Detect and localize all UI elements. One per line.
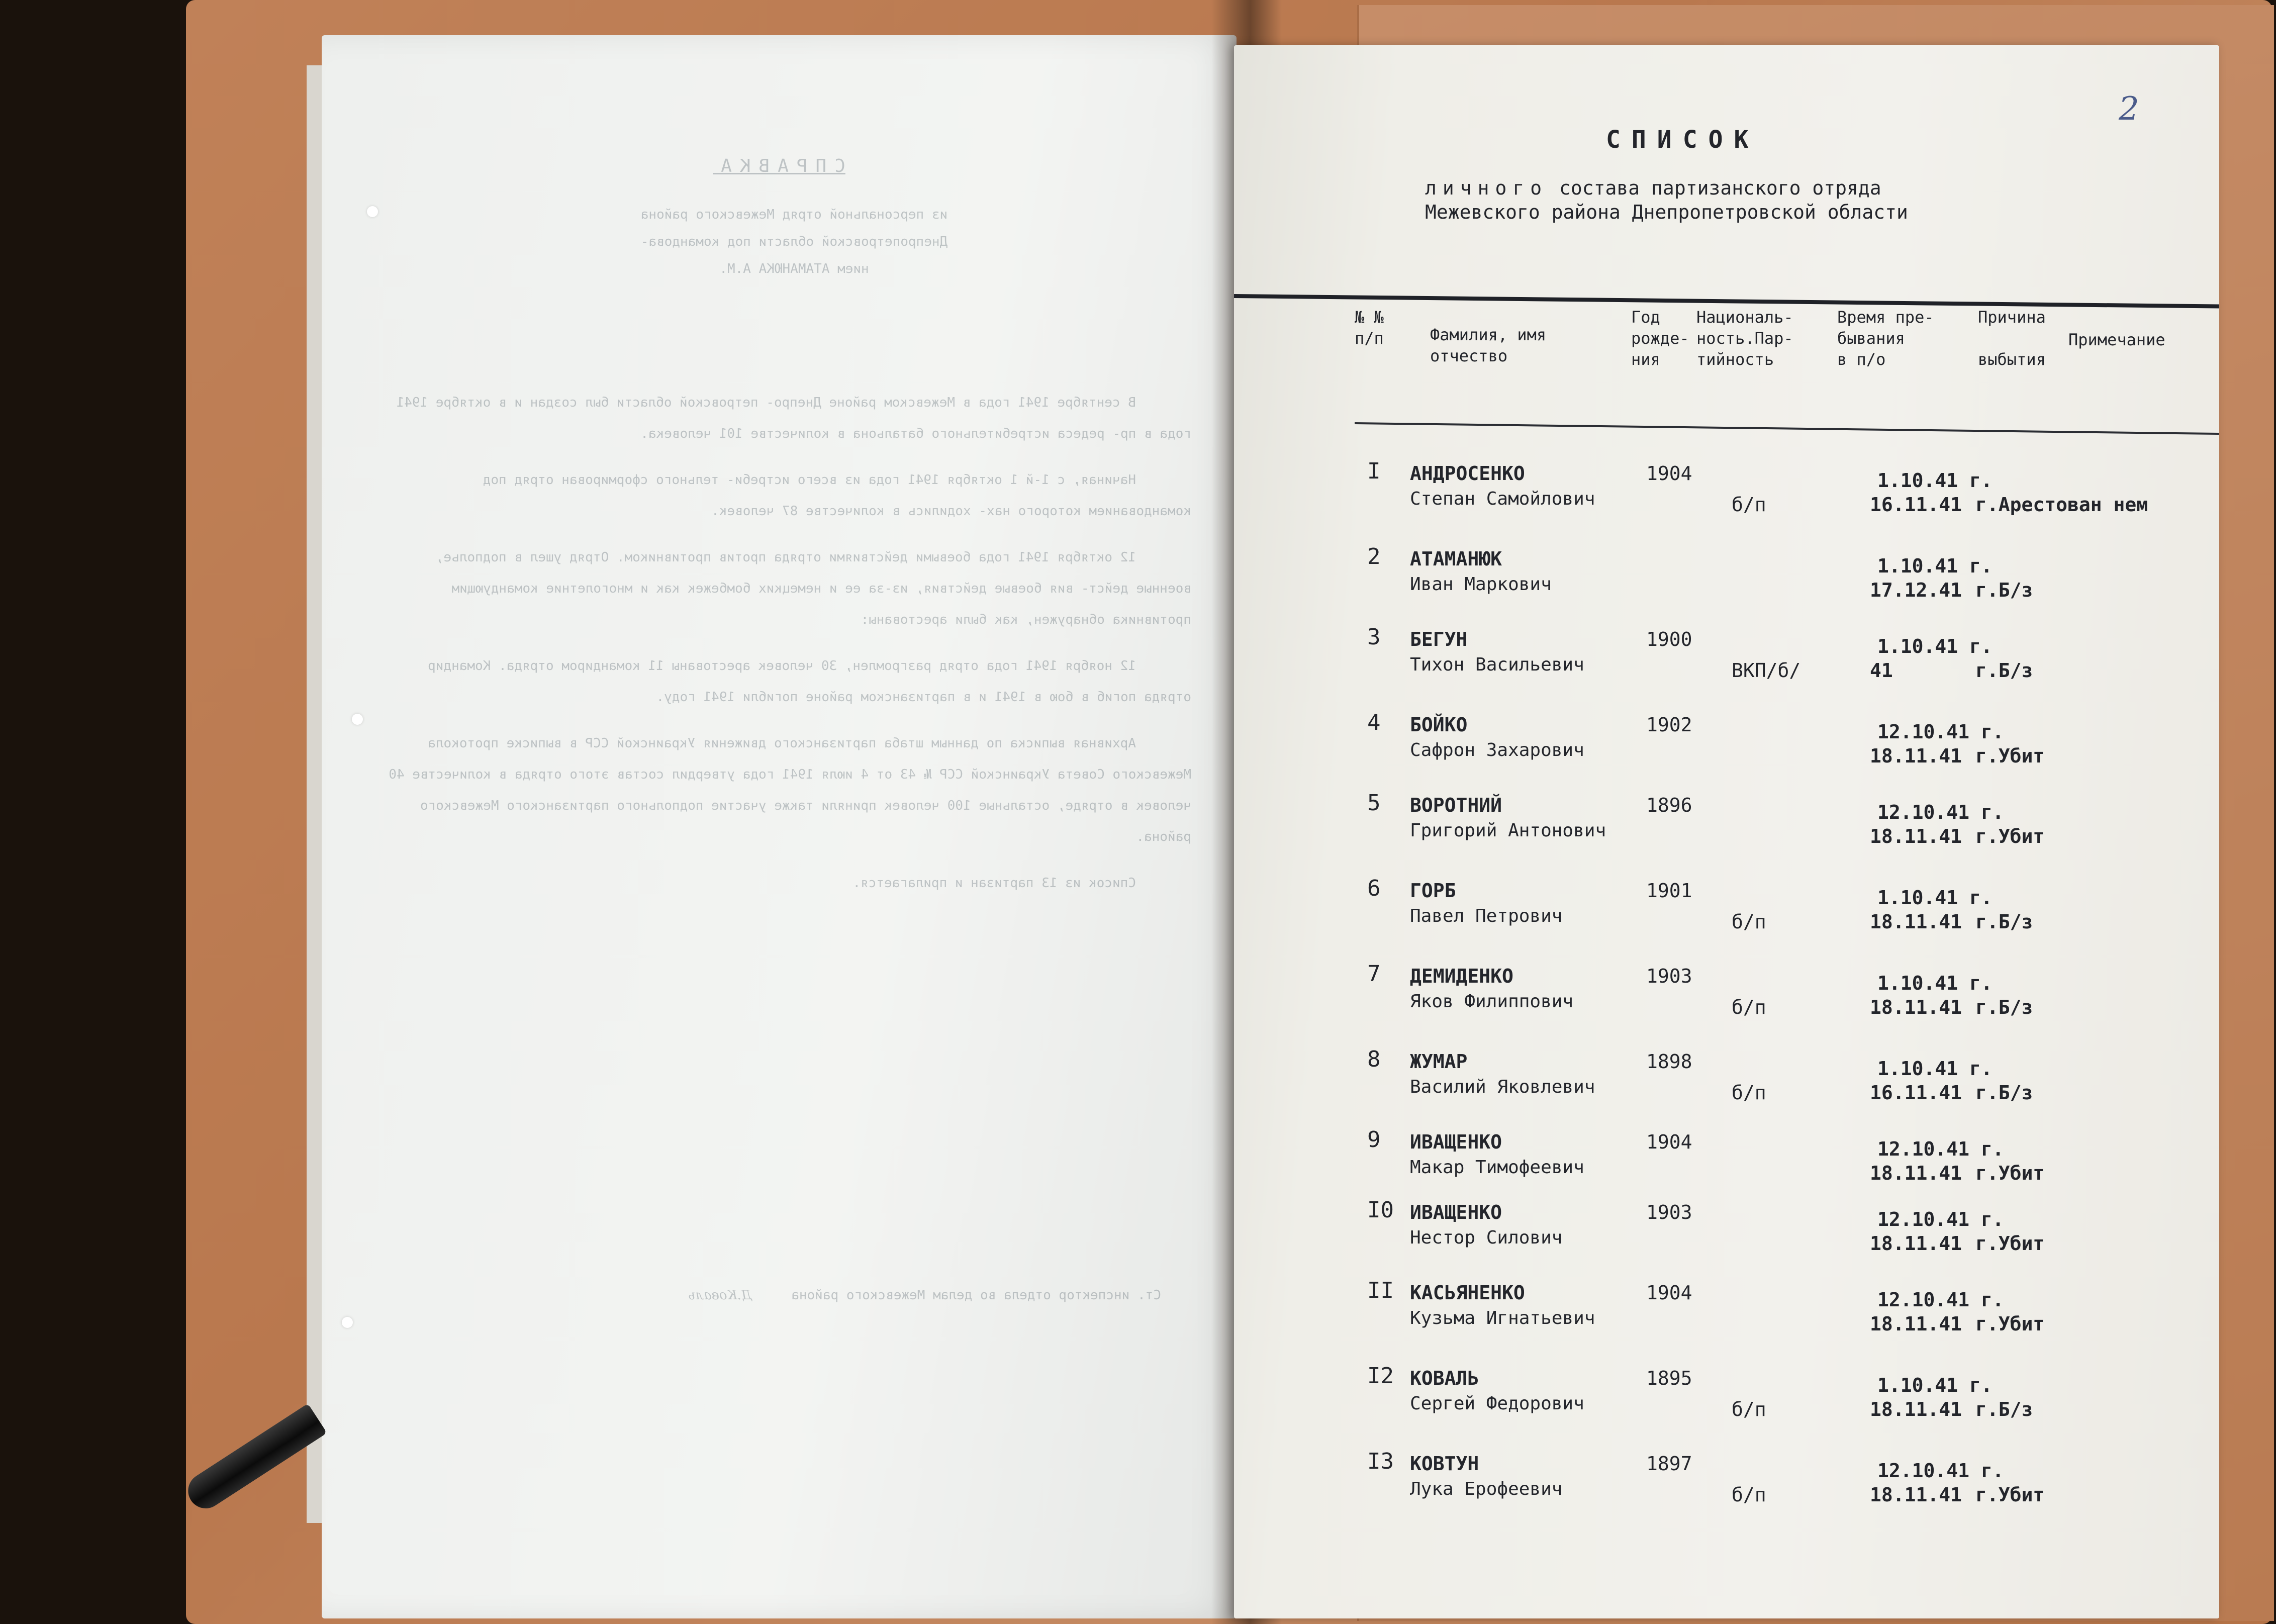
left-paragraph: Список из 13 партизан и прилагается.	[852, 876, 1136, 891]
row-surname: ГОРБ	[1410, 880, 1456, 902]
row-reason: г.Арестован нем	[1975, 494, 2148, 516]
row-surname: БОЙКО	[1410, 714, 1468, 736]
row-number: I	[1367, 458, 1381, 484]
row-date-end: 18.11.41	[1870, 1162, 1962, 1184]
header-note: Примечание	[2068, 330, 2165, 349]
row-reason: г.Убит	[1975, 825, 2045, 847]
row-reason: г.Убит	[1975, 1484, 2045, 1506]
row-date-start: 1.10.41 г.	[1877, 469, 1993, 492]
row-date-start: 1.10.41 г.	[1877, 635, 1993, 657]
row-date-end: 18.11.41	[1870, 996, 1962, 1018]
row-date-end: 17.12.41	[1870, 579, 1962, 601]
row-date-end: 18.11.41	[1870, 1398, 1962, 1420]
row-date-start: 1.10.41 г.	[1877, 1374, 1993, 1396]
row-given-names: Яков Филиппович	[1410, 991, 1574, 1012]
row-birth-year: 1897	[1646, 1453, 1692, 1475]
row-surname: ИВАЩЕНКО	[1410, 1131, 1502, 1153]
row-number: 4	[1367, 710, 1381, 735]
row-date-end: 18.11.41	[1870, 1484, 1962, 1506]
left-title: СПРАВКА	[713, 156, 845, 176]
row-given-names: Павел Петрович	[1410, 906, 1563, 926]
show-through-text	[322, 35, 1237, 1618]
row-number: I0	[1367, 1197, 1394, 1223]
row-birth-year: 1896	[1646, 794, 1692, 816]
row-reason: г.Убит	[1975, 1162, 2045, 1184]
row-date-end: 18.11.41	[1870, 1232, 1962, 1255]
row-reason: г.Б/з	[1975, 911, 2033, 933]
row-date-end: 18.11.41	[1870, 911, 1962, 933]
row-surname: КОВАЛЬ	[1410, 1367, 1479, 1389]
table-header-rule	[1355, 422, 2219, 435]
row-reason: г.Б/з	[1975, 579, 2033, 601]
row-birth-year: 1898	[1646, 1050, 1692, 1073]
row-birth-year: 1902	[1646, 714, 1692, 736]
row-date-start: 12.10.41 г.	[1877, 801, 2004, 823]
row-number: I2	[1367, 1363, 1394, 1389]
left-signature-text: Ст. инспектор отдела во делам Межевского района	[791, 1288, 1161, 1303]
left-paragraph: 12 ноября 1941 года отряд разгромлен, 30 человек арестованы 11 командиром отряда. Командир отряда погиб в бою в 1941 и в партизанском районе погибли 1941 году.	[428, 658, 1191, 705]
row-surname: ЖУМАР	[1410, 1050, 1468, 1073]
left-subtitle: из персональной отряд Межевского района Днепропетровской области под командова- нием АТАМАНЮКА А.М.	[640, 207, 948, 276]
subtitle-spaced-word: личного	[1425, 177, 1548, 199]
row-surname: ИВАЩЕНКО	[1410, 1201, 1502, 1223]
page-number: 2	[2119, 90, 2139, 128]
row-surname: ДЕМИДЕНКО	[1410, 965, 1513, 987]
subtitle-line2: Межевского района Днепропетровской области	[1425, 201, 1908, 223]
row-reason: г.Б/з	[1975, 1082, 2033, 1104]
row-birth-year: 1903	[1646, 1201, 1692, 1223]
punch-hole	[342, 1317, 353, 1328]
row-reason: г.Б/з	[1975, 1398, 2033, 1420]
row-date-end: 18.11.41	[1870, 745, 1962, 767]
header-reason: Причина выбытия	[1978, 308, 2046, 369]
row-surname: КОВТУН	[1410, 1453, 1479, 1475]
row-date-end: 16.11.41	[1870, 1082, 1962, 1104]
row-surname: АНДРОСЕНКО	[1410, 462, 1525, 485]
row-number: 7	[1367, 961, 1381, 987]
row-party: ВКП/б/	[1732, 659, 1801, 682]
left-signature-mark: Д.Коваль	[688, 1288, 752, 1303]
left-paragraph: Начиная, с 1-й 1 октября 1941 года из всего истреби- тельного сформирован отряд под командованием которого нах- ходились в количестве 87 человек.	[483, 472, 1191, 519]
row-given-names: Кузьма Игнатьевич	[1410, 1308, 1595, 1328]
row-date-start: 12.10.41 г.	[1877, 1460, 2004, 1482]
punch-hole	[367, 206, 378, 217]
document-subtitle	[1425, 176, 1978, 224]
row-date-start: 1.10.41 г.	[1877, 972, 1993, 994]
row-date-start: 1.10.41 г.	[1877, 1058, 1993, 1080]
row-birth-year: 1895	[1646, 1367, 1692, 1389]
row-date-start: 12.10.41 г.	[1877, 1138, 2004, 1160]
left-body	[377, 387, 1191, 914]
row-surname: БЕГУН	[1410, 628, 1468, 650]
left-paragraph: 12 октября 1941 года боевыми действиями отряда против противником. Отряд ушел в подполье, военные дейст- вия боевые действия, из-за ее и немецких бомбежек как и многолетние командующим противника обнаружен, как были арестованы:	[435, 550, 1191, 627]
row-date-end: 16.11.41	[1870, 494, 1962, 516]
punch-hole	[352, 714, 363, 725]
row-number: I3	[1367, 1449, 1394, 1474]
row-party: б/п	[1732, 911, 1766, 933]
row-given-names: Лука Ерофеевич	[1410, 1479, 1563, 1499]
row-date-end: 18.11.41	[1870, 825, 1962, 847]
row-given-names: Василий Яковлевич	[1410, 1077, 1595, 1097]
row-birth-year: 1904	[1646, 1282, 1692, 1304]
row-given-names: Тихон Васильевич	[1410, 654, 1584, 675]
row-given-names: Степан Самойлович	[1410, 489, 1595, 509]
row-given-names: Сергей Федорович	[1410, 1393, 1584, 1414]
row-number: 8	[1367, 1046, 1381, 1072]
row-reason: г.Б/з	[1975, 659, 2033, 682]
row-reason: г.Убит	[1975, 745, 2045, 767]
row-number: 9	[1367, 1127, 1381, 1153]
row-date-start: 12.10.41 г.	[1877, 1208, 2004, 1230]
row-party: б/п	[1732, 1082, 1766, 1104]
row-birth-year: 1904	[1646, 462, 1692, 485]
row-date-start: 12.10.41 г.	[1877, 1289, 2004, 1311]
left-page-reverse	[322, 35, 1237, 1618]
row-given-names: Нестор Силович	[1410, 1227, 1563, 1248]
row-number: 6	[1367, 876, 1381, 901]
row-number: II	[1367, 1278, 1394, 1303]
header-name: Фамилия, имя отчество	[1430, 325, 1547, 365]
subtitle-rest: состава партизанского отряда	[1548, 177, 1881, 199]
row-birth-year: 1903	[1646, 965, 1692, 987]
row-reason: г.Б/з	[1975, 996, 2033, 1018]
header-year: Год рожде- ния	[1631, 308, 1689, 369]
row-number: 3	[1367, 624, 1381, 650]
left-signature-block	[457, 1282, 1161, 1309]
row-surname: ВОРОТНИЙ	[1410, 794, 1502, 816]
row-number: 5	[1367, 790, 1381, 816]
row-party: б/п	[1732, 1398, 1766, 1420]
row-reason: г.Убит	[1975, 1313, 2045, 1335]
header-time: Время пре- бывания в п/о	[1837, 308, 1934, 369]
row-party: б/п	[1732, 996, 1766, 1018]
document-title: СПИСОК	[1606, 126, 1760, 154]
header-num: № № п/п	[1355, 308, 1384, 348]
row-birth-year: 1900	[1646, 628, 1692, 650]
row-birth-year: 1901	[1646, 880, 1692, 902]
row-reason: г.Убит	[1975, 1232, 2045, 1255]
row-birth-year: 1904	[1646, 1131, 1692, 1153]
right-page-list	[1234, 45, 2219, 1618]
row-given-names: Иван Маркович	[1410, 574, 1552, 595]
row-date-start: 1.10.41 г.	[1877, 555, 1993, 577]
row-surname: АТАМАНЮК	[1410, 548, 1502, 570]
row-date-start: 1.10.41 г.	[1877, 887, 1993, 909]
left-paragraph: Архивная выписка по данным штаба партизанского движения Украинской ССР в выписке протокола Межевского Совета Украинской ССР № 43 от 4 июля 1941 года утвердил состав этого отряда в количестве 40 человек в отряде, остальные 100 человек приняли также участие подпольного партизанского Межевского района.	[389, 736, 1191, 844]
left-paragraph: В сентябре 1941 года в Межевском районе Днепро- петровской области был создан и в октябре 1941 года в пр- редеса истребительного батальона в количестве 101 человека.	[396, 395, 1191, 441]
row-party: б/п	[1732, 494, 1766, 516]
row-given-names: Макар Тимофеевич	[1410, 1157, 1584, 1178]
row-date-end: 18.11.41	[1870, 1313, 1962, 1335]
header-nationality: Националь- ность.Пар- тийность	[1696, 308, 1793, 369]
row-number: 2	[1367, 544, 1381, 569]
row-surname: КАСЬЯНЕНКО	[1410, 1282, 1525, 1304]
row-date-start: 12.10.41 г.	[1877, 721, 2004, 743]
row-given-names: Сафрон Захарович	[1410, 740, 1584, 760]
row-given-names: Григорий Антонович	[1410, 820, 1606, 841]
row-date-end: 41	[1870, 659, 1893, 682]
row-party: б/п	[1732, 1484, 1766, 1506]
